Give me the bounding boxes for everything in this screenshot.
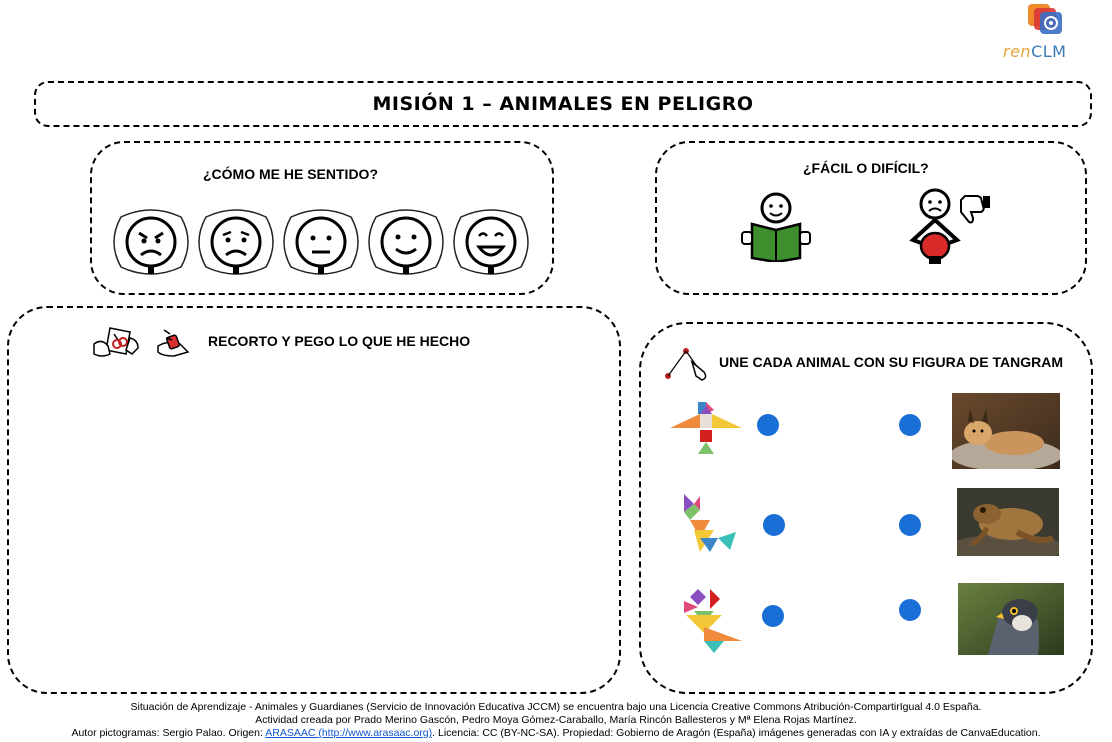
match-heading: UNE CADA ANIMAL CON SU FIGURA DE TANGRAM — [719, 354, 1064, 370]
arasaac-link[interactable]: ARASAAC (http://www.arasaac.org) — [265, 727, 433, 739]
frog-photo[interactable] — [957, 488, 1059, 556]
happy-face-icon[interactable] — [451, 207, 531, 277]
cut-icon — [92, 324, 140, 360]
easy-reading-icon[interactable] — [740, 188, 812, 262]
cat-tangram-icon[interactable] — [680, 494, 740, 556]
lynx-photo[interactable] — [952, 393, 1060, 469]
difficult-thumbs-down-icon[interactable] — [907, 186, 991, 268]
content-face-icon[interactable] — [366, 207, 446, 277]
feelings-heading: ¿CÓMO ME HE SENTIDO? — [203, 166, 378, 182]
paste-box[interactable] — [7, 306, 621, 694]
angry-face-icon[interactable] — [111, 207, 191, 277]
page-title: MISIÓN 1 – ANIMALES EN PELIGRO — [372, 93, 754, 115]
tangram-dot-1[interactable] — [757, 414, 779, 436]
bird-tangram-icon[interactable] — [670, 400, 742, 456]
tangram-dot-2[interactable] — [763, 514, 785, 536]
footer-license: Situación de Aprendizaje - Animales y Guardianes (Servicio de Innovación Educativa JCCM) se encuentra bajo una Licencia Creative Commons Atribución-CompartirIgual 4.0 España. — [130, 701, 982, 713]
tangram-dot-3[interactable] — [762, 605, 784, 627]
logo-ren-text: ren — [1003, 42, 1032, 61]
footer-pictograms — [0, 727, 1112, 740]
neutral-face-icon[interactable] — [281, 207, 361, 277]
photo-dot-2[interactable] — [899, 514, 921, 536]
paste-heading: RECORTO Y PEGO LO QUE HE HECHO — [208, 333, 471, 349]
glue-icon — [154, 326, 190, 360]
logo-clm-text: CLM — [1031, 42, 1067, 61]
difficulty-heading: ¿FÁCIL O DIFÍCIL? — [803, 160, 929, 176]
footer-pictograms-pre: Autor pictogramas: Sergio Palao. Origen: — [71, 727, 266, 739]
sad-face-icon[interactable] — [196, 207, 276, 277]
connect-dots-icon — [662, 346, 708, 384]
title-box — [34, 81, 1092, 127]
photo-dot-1[interactable] — [899, 414, 921, 436]
footer-pictograms-post: . Licencia: CC (BY-NC-SA). Propiedad: Gobierno de Aragón (España) imágenes generadas con IA y extraídas de CanvaEducation. — [432, 727, 1041, 739]
falcon-tangram-icon[interactable] — [684, 589, 744, 655]
footer-authors: Actividad creada por Prado Merino Gascón, Pedro Moya Gómez-Caraballo, María Rincón Ballesteros y Mª Elena Rojas Martínez. — [255, 714, 857, 726]
photo-dot-3[interactable] — [899, 599, 921, 621]
falcon-photo[interactable] — [958, 583, 1064, 655]
